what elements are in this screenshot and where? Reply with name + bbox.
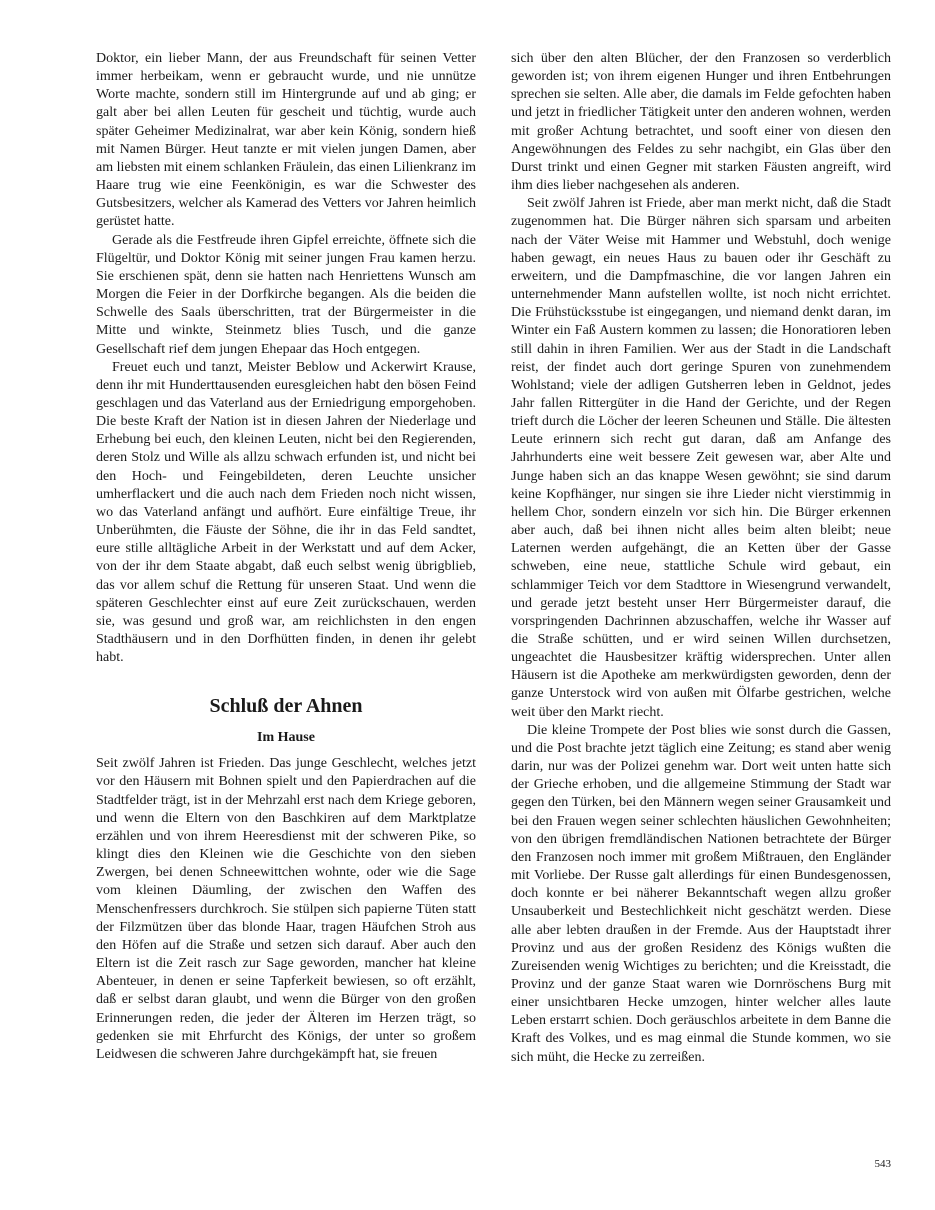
right-column [511,50,891,1067]
section-title: Im Hause [257,730,315,746]
paragraph-continued: sich über den alten Blücher, der den Franzosen so verderblich geworden ist; von ihrem eigenen Hunger und ihren Entbehrungen sprechen sie selten. Alle aber, die damals im Felde gefochten haben und jetzt in friedlicher Tätigkeit unter den anderen wohnen, werden mit großer Achtung betrachtet, und sooft einer von diesen den Angewöhnungen des Feldes zu sehr nachgibt, ein Glas über den Durst trinkt und einen Gegner mit starken Fäusten angreift, wird ihm dies lieber nachgesehen als anderen. [511,51,891,194]
paragraph: Gerade als die Festfreude ihren Gipfel erreichte, öffnete sich die Flügeltür, und Doktor König mit seiner jungen Frau kamen herzu. Sie erschienen spät, denn sie hatten nach Henriettens Wunsch am Morgen die Feier in der Dorfkirche begangen. Als die beiden die Schwelle des Saals überschritten, trat der Bürgermeister in die Mitte und winkte, Steinmetz blies Tusch, und die ganze Gesellschaft rief dem jungen Ehepaar das Hoch entgegen. [96,232,476,357]
paragraph: Freuet euch und tanzt, Meister Beblow und Ackerwirt Krause, denn ihr mit Hunderttausenden euresgleichen habt den bösen Feind geschlagen und das Vaterland aus der Erniedrigung emporgehoben. Die beste Kraft der Nation ist in diesen Jahren der Niederlage und Erhebung bei euch, den kleinen Leuten, nicht bei den Regierenden, deren Stolz und Wille als allzu schwach erfunden ist, und nicht bei den Hoch- und Feingebildeten, deren Leuchte unsicher umherflackert und die auch nach dem Frieden noch nicht wissen, wo das Vaterland anfängt und aufhört. Eure einfältige Treue, ihr Unberühmten, die Fäuste der Söhne, die ihr in das Feld sandtet, eure stille alltägliche Arbeit in der Werkstatt und auf dem Acker, von der ihr dem Staate abgabt, daß euch selbst wenig übrigblieb, das vor allem schuf die Rettung für unseren Staat. Und wenn die späteren Geschlechter einst auf eure Zeit zurückschauen, werden sie, was gesund und groß war, am reichlichsten in den engen Stadthäusern und in den Dorfhütten finden, in denen ihr gelebt habt. [96,359,476,666]
paragraph: Seit zwölf Jahren ist Frieden. Das junge Geschlecht, welches jetzt vor den Häusern mit Bohnen spielt und den Papierdrachen auf die Stadtfelder trägt, ist in der Mehrzahl erst nach dem Kriege geboren, und wenn die Eltern von den Baschkiren auf dem Marktplatze erzählen und von ihrem Heeresdienst mit der schweren Pike, so klingt dies den Kleinen wie die Geschichte von den sieben Zwergen, bei denen Schneewittchen wohnte, oder wie die Sage vom kleinen Däumling, der zwischen den Waffen des Menschenfressers durchkroch. Sie stülpen sich papierne Tüten statt der Filzmützen über das blonde Haar, tragen Häufchen Stroh aus den Höfen auf die Straße und setzen sich darauf. Aber auch den Eltern ist die Zeit rasch zur Sage geworden, mancher hat kleine Abenteuer, in denen er seine Tapferkeit bewiesen, so oft erzählt, daß er selbst daran glaubt, und wenn die Bürger von den großen Erinnerungen reden, die jeder der Älteren im Herzen trägt, so gedenken sie mit Ehrfurcht des Königs, der unter so großem Leidwesen die schweren Jahre durchgekämpft hat, sie freuen [96,756,476,1062]
chapter-title: Schluß der Ahnen [209,695,363,718]
paragraph: Die kleine Trompete der Post blies wie sonst durch die Gassen, und die Post brachte jetzt täglich eine Zeitung; es stand aber wenig darin, nur was der Polizei genehm war. Dort weit unten hatte sich der Grieche erhoben, und die allgemeine Stimmung der Stadt war gegen den Türken, bei den Männern wegen seiner Grausamkeit und bei den Frauen wegen seiner schlechten häuslichen Gewohnheiten; von den übrigen fremdländischen Nationen betrachtete der Bürger den Franzosen noch immer mit großem Mißtrauen, den Engländer mit Vorliebe. Der Russe galt allerdings für einen Bundesgenossen, doch konnte er bei näherer Bekanntschaft wegen allzu großer Unsauberkeit und Bestechlichkeit nicht geschätzt werden. Diese alle aber lebten draußen in der Fremde. Aus der Hauptstadt ihrer Provinz und aus der großen Residenz des Königs wußten die Zureisenden wenig Wichtiges zu berichten; und die Kreisstadt, die Provinz und der ganze Staat waren wie Dornröschens Burg mit einer unsichtbaren Hecke umzogen, hinter welcher alles laute Leben erstarrt schien. Doch geräuschlos arbeitete in dem Banne die Kraft des Volkes, und es mag einmal die Stunde kommen, wo sie sich müht, die Hecke zu zerreißen. [511,722,891,1065]
page-number: 543 [874,1158,891,1170]
paragraph: Seit zwölf Jahren ist Friede, aber man merkt nicht, daß die Stadt zugenommen hat. Die Bürger nähren sich sparsam und arbeiten nach der Väter Weise mit Hammer und Webstuhl, doch wenige haben gewagt, ein neues Haus zu bauen oder ihr Geschäft zu erweitern, und die Dampfmaschine, die vor langen Jahren ein unternehmender Mann aufstellen wollte, ist noch nicht errichtet. Die Frühstücksstube ist eingegangen, und niemand denkt daran, im Winter ein Faß Austern kommen zu lassen; die Honoratioren leben still dahin in ihren Familien. Wer aus der Stadt in die Landschaft reist, der findet auch dort geringe Spuren von zunehmendem Wohlstand; viele der adligen Gutsherren leben in Geldnot, jedes Jahr fallen Rittergüter in die Hand der Gerichte, und der Regen trieft durch die Löcher der leeren Scheunen und Ställe. Die ältesten Leute erinnern sich recht gut daran, daß am Anfange des Jahrhunderts eine weit bessere Zeit gewesen war, aber Alte und Junge haben sich an das knappe Wesen gewöhnt; sie sind darum keine Kopfhänger, nur singen sie ihre Lieder nicht vierstimmig in hellem Chor, sondern einzeln vor sich hin. Die Bürger erkennen aber auch, daß bei ihnen nicht alles beim alten bleibt; neue Laternen werden aufgehängt, die an Ketten über der Gasse schweben, eine neue, stattliche Schule wird gebaut, ein schlammiger Teich vor dem Stadttore in Wiesengrund verwandelt, und gerade jetzt besteht unser Herr Bürgermeister darauf, die vorspringenden Dachrinnen abzuschaffen, welche ihr Wasser auf die Straße schütten, und er wird seinen Willen durchsetzen, ungeachtet die Hausbesitzer kräftig widersprechen. Unter allen Häusern ist die Apotheke am merkwürdigsten geworden, denn der ganze Unterstock wird von außen mit Ölfarbe gestrichen, welche weit über den Markt riecht. [511,196,891,720]
paragraph-continued: Doktor, ein lieber Mann, der aus Freundschaft für seinen Vetter immer herbeikam, wenn er gebraucht wurde, und nie unnütze Worte machte, sondern still im Hintergrunde auf und ab ging; er galt aber bei allen Leuten für gescheit und tüchtig, wurde auch später Geheimer Medizinalrat, war aber kein König, sondern hieß mit Namen Bürger. Heut tanzte er mit vielen jungen Damen, aber am liebsten mit einem schlanken Fräulein, das einen Lilienkranz im Haare trug wie eine Feenkönigin, es war die Schwester des Gutsbesitzers, welcher als Kamerad des Vetters vor Jahren heimlich gerüstet hatte. [96,51,476,230]
left-column [96,50,476,1064]
